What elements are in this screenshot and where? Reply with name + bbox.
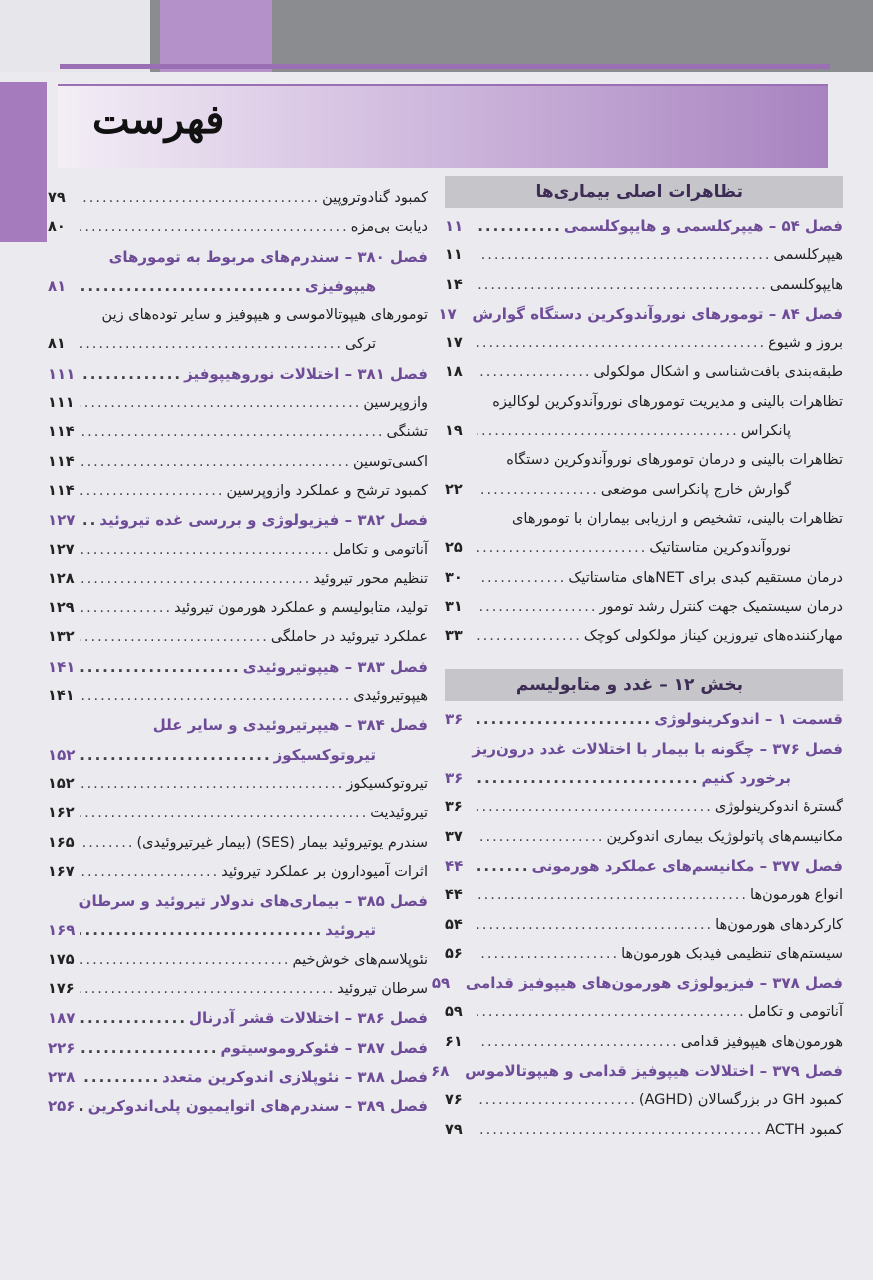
entry-title: وازوپرسین [363, 395, 428, 412]
entry-title: تظاهرات بالینی و درمان تومورهای نوروآندوکرین دستگاه [506, 452, 843, 469]
entry-title: فصل ۳۸۱ – اختلالات نوروهیپوفیز [184, 364, 428, 383]
dot-leader [80, 799, 368, 828]
dot-leader [477, 593, 597, 622]
entry-title: نوروآندوکرین متاستاتیک [649, 540, 791, 557]
dot-leader [80, 272, 303, 301]
toc-chapter-entry [48, 711, 428, 740]
page-number: ۱۳۲ [48, 629, 75, 646]
page-number: ۶۸ [431, 1062, 450, 1081]
page-number: ۸۰ [48, 219, 66, 236]
toc-chapter-entry [445, 705, 843, 734]
page-number: ۱۴۱ [48, 657, 76, 676]
entry-title: نئوپلاسم‌های خوش‌خیم [292, 951, 428, 968]
toc-entry [48, 799, 428, 828]
page-number: ۱۵۲ [48, 775, 75, 792]
entry-title: فصل ۳۸۴ – هیپرتیروئیدی و سایر علل [152, 716, 428, 735]
page-number: ۸۱ [48, 336, 66, 353]
entry-title: سندرم یوتیروئید بیمار (SES) (بیمار غیرتیروئیدی) [136, 834, 428, 851]
toc-entry [48, 565, 428, 594]
entry-title: کمبود گنادوتروپین [322, 190, 428, 206]
toc-entry [48, 623, 428, 652]
cover-purple-pattern [160, 0, 272, 72]
entry-title: هیپرکلسمی [773, 247, 843, 264]
book-cover-edge [0, 0, 873, 72]
toc-entry [445, 1086, 843, 1115]
toc-entry [445, 388, 843, 417]
toc-entry [445, 998, 843, 1027]
toc-entry [445, 564, 843, 593]
toc-entry [48, 448, 428, 477]
contents-page [0, 72, 873, 1280]
toc-entry [48, 770, 428, 799]
toc-entry [445, 1116, 843, 1145]
dot-leader [477, 329, 766, 358]
toc-entry [48, 536, 428, 565]
page-number: ۵۶ [445, 945, 463, 962]
entry-title: هایپوکلسمی [769, 276, 843, 293]
entry-title: فصل ۳۸۶ – اختلالات قشر آدرنال [189, 1009, 428, 1028]
toc-chapter-entry [445, 735, 843, 764]
page-number: ۱۸ [445, 364, 463, 381]
dot-leader [80, 184, 320, 213]
page-title: فهرست [92, 96, 225, 143]
toc-entry [48, 184, 428, 213]
page-number: ۳۶ [445, 799, 463, 816]
toc-chapter-entry [48, 243, 428, 272]
entry-title: درمان مستقیم کبدی برای NETهای متاستاتیک [568, 569, 843, 586]
dot-leader [477, 793, 713, 822]
dot-leader [477, 476, 599, 505]
page-number: ۶۱ [445, 1033, 463, 1050]
dot-leader [80, 741, 272, 770]
toc-chapter-entry [48, 1034, 428, 1063]
cover-light-area [0, 0, 150, 72]
page-number: ۱۴۱ [48, 688, 75, 705]
dot-leader [80, 389, 361, 418]
purple-side-tab [0, 82, 47, 242]
entry-title: آناتومی و تکامل [332, 541, 428, 558]
entry-title: ترکی [344, 336, 376, 353]
entry-title: فصل ۳۸۲ – فیزیولوژی و بررسی غده تیروئید [99, 511, 428, 530]
right-entries-1 [438, 212, 843, 651]
entry-title: انواع هورمون‌ها [750, 887, 843, 904]
dot-leader [477, 705, 652, 734]
page-number: ۱۱۱ [48, 364, 76, 383]
toc-entry [48, 975, 428, 1004]
page-number: ۱۷ [445, 335, 463, 352]
page-number: ۱۱۴ [48, 482, 75, 499]
entry-title: کمبود ACTH [765, 1121, 843, 1138]
entry-title: فصل ۳۸۷ – فئوکروموسیتوم [220, 1038, 428, 1057]
toc-entry [48, 594, 428, 623]
dot-leader [477, 852, 530, 881]
toc-entry [48, 829, 428, 858]
page-number: ۱۱۴ [48, 453, 75, 470]
entry-title: اثرات آمیودارون بر عملکرد تیروئید [221, 863, 428, 880]
dot-leader [80, 536, 331, 565]
entry-title: تومورهای هیپوتالاموسی و هیپوفیز و سایر توده‌های زین [101, 307, 428, 324]
dot-leader [80, 946, 290, 975]
entry-title: بروز و شیوع [768, 335, 843, 352]
dot-leader [80, 623, 269, 652]
toc-entry [445, 881, 843, 910]
section-heading-endocrine: بخش ۱۲ – غدد و متابولیسم [445, 669, 843, 701]
spacer [445, 651, 843, 669]
toc-entry [445, 358, 843, 387]
toc-entry [445, 417, 843, 446]
page-number: ۱۲۷ [48, 511, 76, 530]
toc-chapter-entry [445, 852, 843, 881]
page-number: ۱۷۶ [48, 981, 75, 998]
entry-title: پانکراس [740, 423, 791, 440]
entry-title: فصل ۸۴ – تومورهای نوروآندوکرین دستگاه گوارش [472, 304, 843, 323]
toc-entry [445, 793, 843, 822]
dot-leader [80, 1034, 219, 1063]
page-number: ۵۹ [431, 974, 451, 993]
page-number: ۱۶۲ [48, 805, 75, 822]
toc-chapter-entry [445, 764, 843, 793]
page-number: ۱۷ [438, 304, 457, 323]
page-number: ۴۴ [445, 887, 463, 904]
entry-title: دیابت بی‌مزه [350, 219, 428, 236]
dot-leader [80, 858, 219, 887]
entry-title: گوارش خارج پانکراسی موضعی [600, 481, 791, 498]
entry-title: فصل ۵۴ – هیپرکلسمی و هایپوکلسمی [563, 217, 843, 235]
entry-title: هیپوفیزی [304, 276, 376, 295]
dot-leader [477, 241, 771, 270]
dot-leader [80, 916, 323, 945]
page-number: ۳۷ [445, 828, 463, 845]
dot-leader [80, 330, 343, 359]
toc-entry [48, 301, 428, 330]
entry-title: تیروئید [325, 921, 376, 940]
toc-entry [445, 446, 843, 475]
entry-title: تظاهرات بالینی و مدیریت تومورهای نوروآندوکرین لوکالیزه [492, 393, 843, 410]
toc-chapter-entry [48, 1004, 428, 1033]
entry-title: کمبود ترشح و عملکرد وازوپرسین [226, 482, 428, 499]
section-heading-main-manifestations: تظاهرات اصلی بیماری‌ها [445, 176, 843, 208]
page-number: ۱۶۵ [48, 834, 75, 851]
page-number: ۱۱۱ [48, 395, 75, 412]
dot-leader [477, 417, 739, 446]
dot-leader [80, 565, 311, 594]
dot-leader [80, 682, 351, 711]
dot-leader [80, 506, 97, 535]
entry-title: تولید، متابولیسم و عملکرد هورمون تیروئید [174, 600, 428, 617]
toc-chapter-entry [48, 272, 428, 301]
entry-title: سیستم‌های تنظیمی فیدبک هورمون‌ها [621, 945, 843, 962]
toc-chapter-entry [48, 653, 428, 682]
entry-title: تیروتوکسیکوز [346, 775, 428, 792]
entry-title: فصل ۳۸۸ – نئوپلازی اندوکرین متعدد [162, 1067, 428, 1086]
toc-chapter-entry [48, 360, 428, 389]
left-entries [48, 184, 428, 1122]
dot-leader [477, 1028, 679, 1057]
page-number: ۳۰ [445, 569, 463, 586]
dot-leader [477, 1086, 637, 1115]
page-number: ۷۹ [48, 190, 66, 206]
page-number: ۲۵۶ [48, 1097, 76, 1116]
toc-entry [48, 389, 428, 418]
entry-title: فصل ۳۷۶ – چگونه با بیمار با اختلالات غدد درون‌ریز [472, 739, 843, 758]
entry-title: مهارکننده‌های تیروزین کیناز مولکولی کوچک [583, 628, 843, 645]
page-number: ۱۴ [445, 276, 463, 293]
entry-title: فصل ۳۷۷ – مکانیسم‌های عملکرد هورمونی [531, 856, 843, 875]
page-number: ۴۴ [445, 856, 464, 875]
page-number: ۱۱ [445, 247, 463, 264]
toc-chapter-entry [48, 1063, 428, 1092]
dot-leader [477, 534, 647, 563]
toc-entry [445, 476, 843, 505]
page-number: ۱۷۵ [48, 951, 75, 968]
toc-entry [445, 534, 843, 563]
toc-entry [48, 330, 428, 359]
entry-title: قسمت ۱ – اندوکرینولوژی [654, 710, 843, 729]
dot-leader [80, 213, 349, 242]
toc-entry [445, 593, 843, 622]
dot-leader [80, 418, 385, 447]
entry-title: آناتومی و تکامل [747, 1004, 843, 1021]
entry-title: فصل ۳۸۰ – سندرم‌های مربوط به تومورهای [108, 247, 428, 266]
entry-title: فصل ۳۸۳ – هیپوتیروئیدی [242, 657, 428, 676]
dot-leader [80, 594, 172, 623]
page-number: ۵۴ [445, 916, 463, 933]
dot-leader [80, 1004, 187, 1033]
entry-title: فصل ۳۷۹ – اختلالات هیپوفیز قدامی و هیپوتالاموس [465, 1062, 843, 1081]
page-number: ۱۶۷ [48, 863, 75, 880]
toc-entry [48, 213, 428, 242]
toc-entry [48, 418, 428, 447]
entry-title: تظاهرات بالینی، تشخیص و ارزیابی بیماران با تومورهای [512, 510, 843, 527]
dot-leader [80, 360, 182, 389]
toc-entry [445, 622, 843, 651]
entry-title: اکسی‌توسین [352, 453, 428, 470]
dot-leader [477, 823, 604, 852]
dot-leader [477, 212, 562, 241]
entry-title: مکانیسم‌های پاتولوژیک بیماری اندوکرین [606, 828, 843, 845]
left-column [48, 184, 428, 1122]
toc-chapter-entry [48, 1092, 428, 1121]
top-stripe [60, 64, 830, 69]
entry-title: برخورد کنیم [701, 769, 791, 788]
page-number: ۱۱ [445, 217, 464, 235]
entry-title: عملکرد تیروئید در حاملگی [270, 629, 428, 646]
page-number: ۳۶ [445, 769, 464, 788]
page-number: ۱۵۲ [48, 745, 76, 764]
toc-entry [445, 823, 843, 852]
toc-chapter-entry [431, 1057, 843, 1086]
toc-chapter-entry [431, 969, 843, 998]
dot-leader [477, 358, 592, 387]
dot-leader [477, 271, 768, 300]
right-entries-2 [431, 705, 843, 1144]
page-number: ۵۹ [445, 1004, 463, 1021]
dot-leader [477, 998, 746, 1027]
toc-entry [445, 329, 843, 358]
entry-title: تنظیم محور تیروئید [313, 570, 428, 587]
dot-leader [477, 564, 566, 593]
entry-title: هیپوتیروئیدی [353, 688, 428, 705]
page-number: ۸۱ [48, 276, 67, 295]
page-number: ۲۳۸ [48, 1067, 76, 1086]
dot-leader [477, 622, 582, 651]
entry-title: هورمون‌های هیپوفیز قدامی [680, 1033, 843, 1050]
toc-chapter-entry [445, 212, 843, 241]
toc-entry [48, 858, 428, 887]
entry-title: تیروئیدیت [370, 805, 428, 822]
dot-leader [80, 477, 224, 506]
page-number: ۱۱۴ [48, 424, 75, 441]
dot-leader [477, 1116, 763, 1145]
dot-leader [80, 975, 335, 1004]
entry-title: درمان سیستمیک جهت کنترل رشد تومور [599, 598, 843, 615]
entry-title: گسترهٔ اندوکرینولوژی [714, 799, 843, 816]
page-number: ۲۵ [445, 540, 463, 557]
toc-chapter-entry [48, 916, 428, 945]
toc-entry [445, 241, 843, 270]
page-number: ۳۶ [445, 710, 464, 729]
entry-title: کارکردهای هورمون‌ها [715, 916, 843, 933]
dot-leader [80, 1063, 160, 1092]
page-number: ۱۹ [445, 423, 463, 440]
toc-entry [445, 271, 843, 300]
page-number: ۷۹ [445, 1121, 463, 1138]
right-column [431, 176, 843, 1145]
toc-chapter-entry [48, 506, 428, 535]
dot-leader [80, 653, 241, 682]
entry-title: کمبود GH در بزرگسالان (AGHD) [638, 1092, 843, 1109]
toc-entry [48, 946, 428, 975]
page-number: ۱۲۹ [48, 600, 75, 617]
toc-entry [445, 1028, 843, 1057]
page-number: ۲۲۶ [48, 1038, 76, 1057]
page-number: ۱۸۷ [48, 1009, 76, 1028]
dot-leader [80, 448, 351, 477]
toc-entry [445, 505, 843, 534]
toc-entry [48, 477, 428, 506]
dot-leader [80, 770, 344, 799]
toc-chapter-entry [48, 887, 428, 916]
entry-title: فصل ۳۸۵ – بیماری‌های ندولار تیروئید و سرطان [78, 892, 428, 911]
dot-leader [477, 940, 619, 969]
page-number: ۳۱ [445, 598, 463, 615]
page-number: ۷۶ [445, 1092, 463, 1109]
dot-leader [80, 1092, 86, 1121]
dot-leader [80, 829, 134, 858]
dot-leader [477, 911, 713, 940]
toc-chapter-entry [438, 300, 843, 329]
toc-chapter-entry [48, 741, 428, 770]
page-number: ۱۲۸ [48, 570, 75, 587]
page-number: ۳۳ [445, 628, 463, 645]
page-number: ۲۲ [445, 481, 463, 498]
toc-entry [48, 682, 428, 711]
dot-leader [477, 764, 700, 793]
toc-entry [445, 911, 843, 940]
entry-title: تشنگی [386, 424, 428, 441]
entry-title: فصل ۳۷۸ – فیزیولوژی هورمون‌های هیپوفیز قدامی [465, 974, 843, 993]
toc-entry [445, 940, 843, 969]
entry-title: طبقه‌بندی بافت‌شناسی و اشکال مولکولی [593, 364, 843, 381]
page-number: ۱۲۷ [48, 541, 75, 558]
dot-leader [477, 881, 748, 910]
entry-title: فصل ۳۸۹ – سندرم‌های اتوایمیون پلی‌اندوکرین [87, 1097, 428, 1116]
page-number: ۱۶۹ [48, 921, 76, 940]
entry-title: تیروتوکسیکوز [273, 745, 376, 764]
entry-title: سرطان تیروئید [337, 981, 428, 998]
